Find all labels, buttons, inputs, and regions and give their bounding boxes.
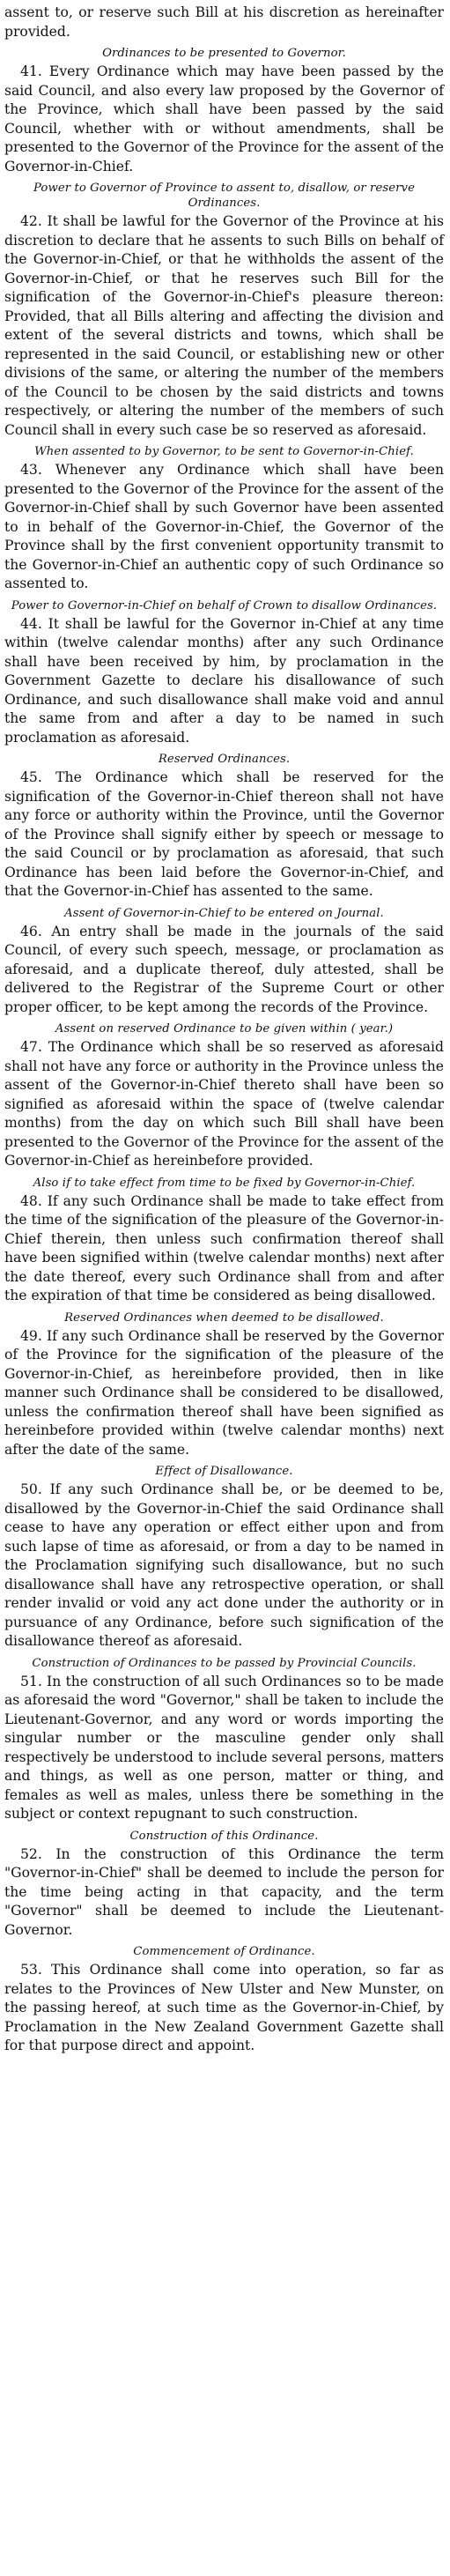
- section-43: [4, 444, 444, 594]
- section-heading: When assented to by Governor, to be sent to Governor-in-Chief.: [34, 445, 414, 458]
- paragraph: 49. If any such Ordinance shall be reserved by the Governor of the Province for the signification of the pleasure of the Governor-in-Chief, as hereinbefore provided, then in like manner such Ordinance shall be considered to be disallowed, unless the confirmation thereof shall have been signified as hereinbefore provided within (twelve calendar months) next after the date of the same.: [4, 1327, 444, 1458]
- section-52: [4, 1829, 444, 1941]
- section-heading: Construction of Ordinances to be passed by Provincial Councils.: [32, 1656, 417, 1670]
- paragraph: assent to, or reserve such Bill at his discretion as hereinafter provided.: [4, 4, 444, 40]
- section-48: [4, 1176, 444, 1306]
- section-heading: Assent of Governor-in-Chief to be entered on Journal.: [64, 906, 384, 920]
- paragraph: 53. This Ordinance shall come into operation, so far as relates to the Provinces of New Ulster and New Munster, on the passing hereof, at such time as the Governor-in-Chief, by Proclamation in the New Zealand Government Gazette shall for that purpose direct and appoint.: [4, 1962, 444, 2053]
- paragraph: 45. The Ordinance which shall be reserved for the signification of the Governor-in-Chief thereon shall not have any force or authority within the Province, until the Governor of the Province shall signify either by speech or message to the said Council or by proclamation as aforesaid, that such Ordinance has been laid before the Governor-in-Chief, and that the Governor-in-Chief has assented to the same.: [4, 769, 444, 899]
- section-heading: Commencement of Ordinance.: [133, 1945, 315, 1958]
- section-heading: Power to Governor of Province to assent to, disallow, or reserve Ordinances.: [33, 182, 415, 210]
- paragraph: 50. If any such Ordinance shall be, or be deemed to be, disallowed by the Governor-in-Chief the said Ordinance shall cease to have any operation or effect either upon and from such lapse of time as aforesaid, or from a day to be named in the Proclamation signifying such disallowance, but no such disallowance shall have any retrospective operation, or shall render invalid or void any act done under the authority or in pursuance of any Ordinance, before such signification of the disallowance thereof as aforesaid.: [4, 1481, 444, 1649]
- paragraph: 42. It shall be lawful for the Governor of the Province at his discretion to declare that he assents to such Bills on behalf of the Governor-in-Chief, or that he withholds the assent of the Governor-in-Chief, or that he reserves such Bill for the signification of the Governor-in-Chief's pleasure thereon: Provided, that all Bills altering and affecting the division and extent of the several districts and towns, which shall be represented in the said Council, or establishing new or other divisions of the same, or altering the number of the members of the Council to be chosen by the said districts and towns respectively, or altering the number of the members of such Council shall in every such case be so reserved as aforesaid.: [4, 213, 444, 438]
- section-heading: Reserved Ordinances.: [158, 753, 291, 766]
- section-heading: Reserved Ordinances when deemed to be disallowed.: [64, 1310, 384, 1325]
- section-47: [4, 1021, 444, 1171]
- section-50: [4, 1464, 444, 1652]
- section-45: [4, 752, 444, 902]
- paragraph: 44. It shall be lawful for the Governor in-Chief at any time within (twelve calendar months) after any such Ordinance shall have been received by him, by proclamation in the Government Gazette to declare his disallowance of such Ordinance, and such disallowance shall make void and annul the same from and after a day to be named in such proclamation as aforesaid.: [4, 615, 444, 746]
- section-heading: Effect of Disallowance.: [155, 1465, 293, 1478]
- section-heading: Ordinances to be presented to Governor.: [102, 47, 346, 60]
- paragraph: 52. In the construction of this Ordinance the term "Governor-in-Chief" shall be deemed to include the person for the time being acting in that capacity, and the term "Governor" shall be deemed to include the Lieutenant-Governor.: [4, 1845, 444, 1938]
- section-heading: Assent on reserved Ordinance to be given within ( year.): [55, 1022, 394, 1036]
- section-intro: [4, 4, 444, 41]
- paragraph: 41. Every Ordinance which may have been passed by the said Council, and also every law proposed by the Governor of the Province, which shall have been passed by the said Council, whether with or without amendments, shall be presented to the Governor of the Province for the assent of the Governor-in-Chief.: [4, 63, 444, 174]
- paragraph: 47. The Ordinance which shall be so reserved as aforesaid shall not have any force or authority in the Province unless the assent of the Governor-in-Chief thereto shall have been so signified as aforesaid within the space of (twelve calendar months) from the day on which such Bill shall have been presented to the Governor of the Province for the assent of the Governor-in-Chief as hereinbefore provided.: [4, 1039, 444, 1169]
- paragraph: 43. Whenever any Ordinance which shall have been presented to the Governor of the Province for the assent of the Governor-in-Chief shall by such Governor have been assented to in behalf of the Governor-in-Chief, the Governor of the Province shall by the first convenient opportunity transmit to the Governor-in-Chief an authentic copy of such Ordinance so assented to.: [4, 462, 444, 591]
- section-53: [4, 1944, 444, 2056]
- paragraph: 46. An entry shall be made in the journals of the said Council, of every such speech, message, or proclamation as aforesaid, and a duplicate thereof, duly attested, shall be delivered to the Registrar of the Supreme Court or other proper officer, to be kept among the records of the Province.: [4, 923, 444, 1015]
- paragraph: 51. In the construction of all such Ordinances so to be made as aforesaid the word "Governor," shall be taken to include the Lieutenant-Governor, and any word or words importing the singular number or the masculine gender only shall respectively be understood to include several persons, matters and things, as well as one person, matter or thing, and females as well as males, unless there be something in the subject or context repugnant to such construction.: [4, 1673, 444, 1822]
- section-49: [4, 1310, 444, 1460]
- section-46: [4, 906, 444, 1018]
- section-51: [4, 1656, 444, 1824]
- section-heading: Power to Governor-in-Chief on behalf of Crown to disallow Ordinances.: [11, 598, 438, 612]
- section-heading: Also if to take effect from time to be fixed by Governor-in-Chief.: [33, 1176, 416, 1190]
- section-41: [4, 46, 444, 176]
- section-heading: Construction of this Ordinance.: [129, 1829, 319, 1843]
- paragraph: 48. If any such Ordinance shall be made to take effect from the time of the signification of the pleasure of the Governor-in-Chief therein, then unless such confirmation thereof shall have been signified within (twelve calendar months) next after the date thereof, every such Ordinance shall from and after the expiration of that time be considered as being disallowed.: [4, 1192, 444, 1303]
- section-44: [4, 598, 444, 748]
- section-42: [4, 181, 444, 440]
